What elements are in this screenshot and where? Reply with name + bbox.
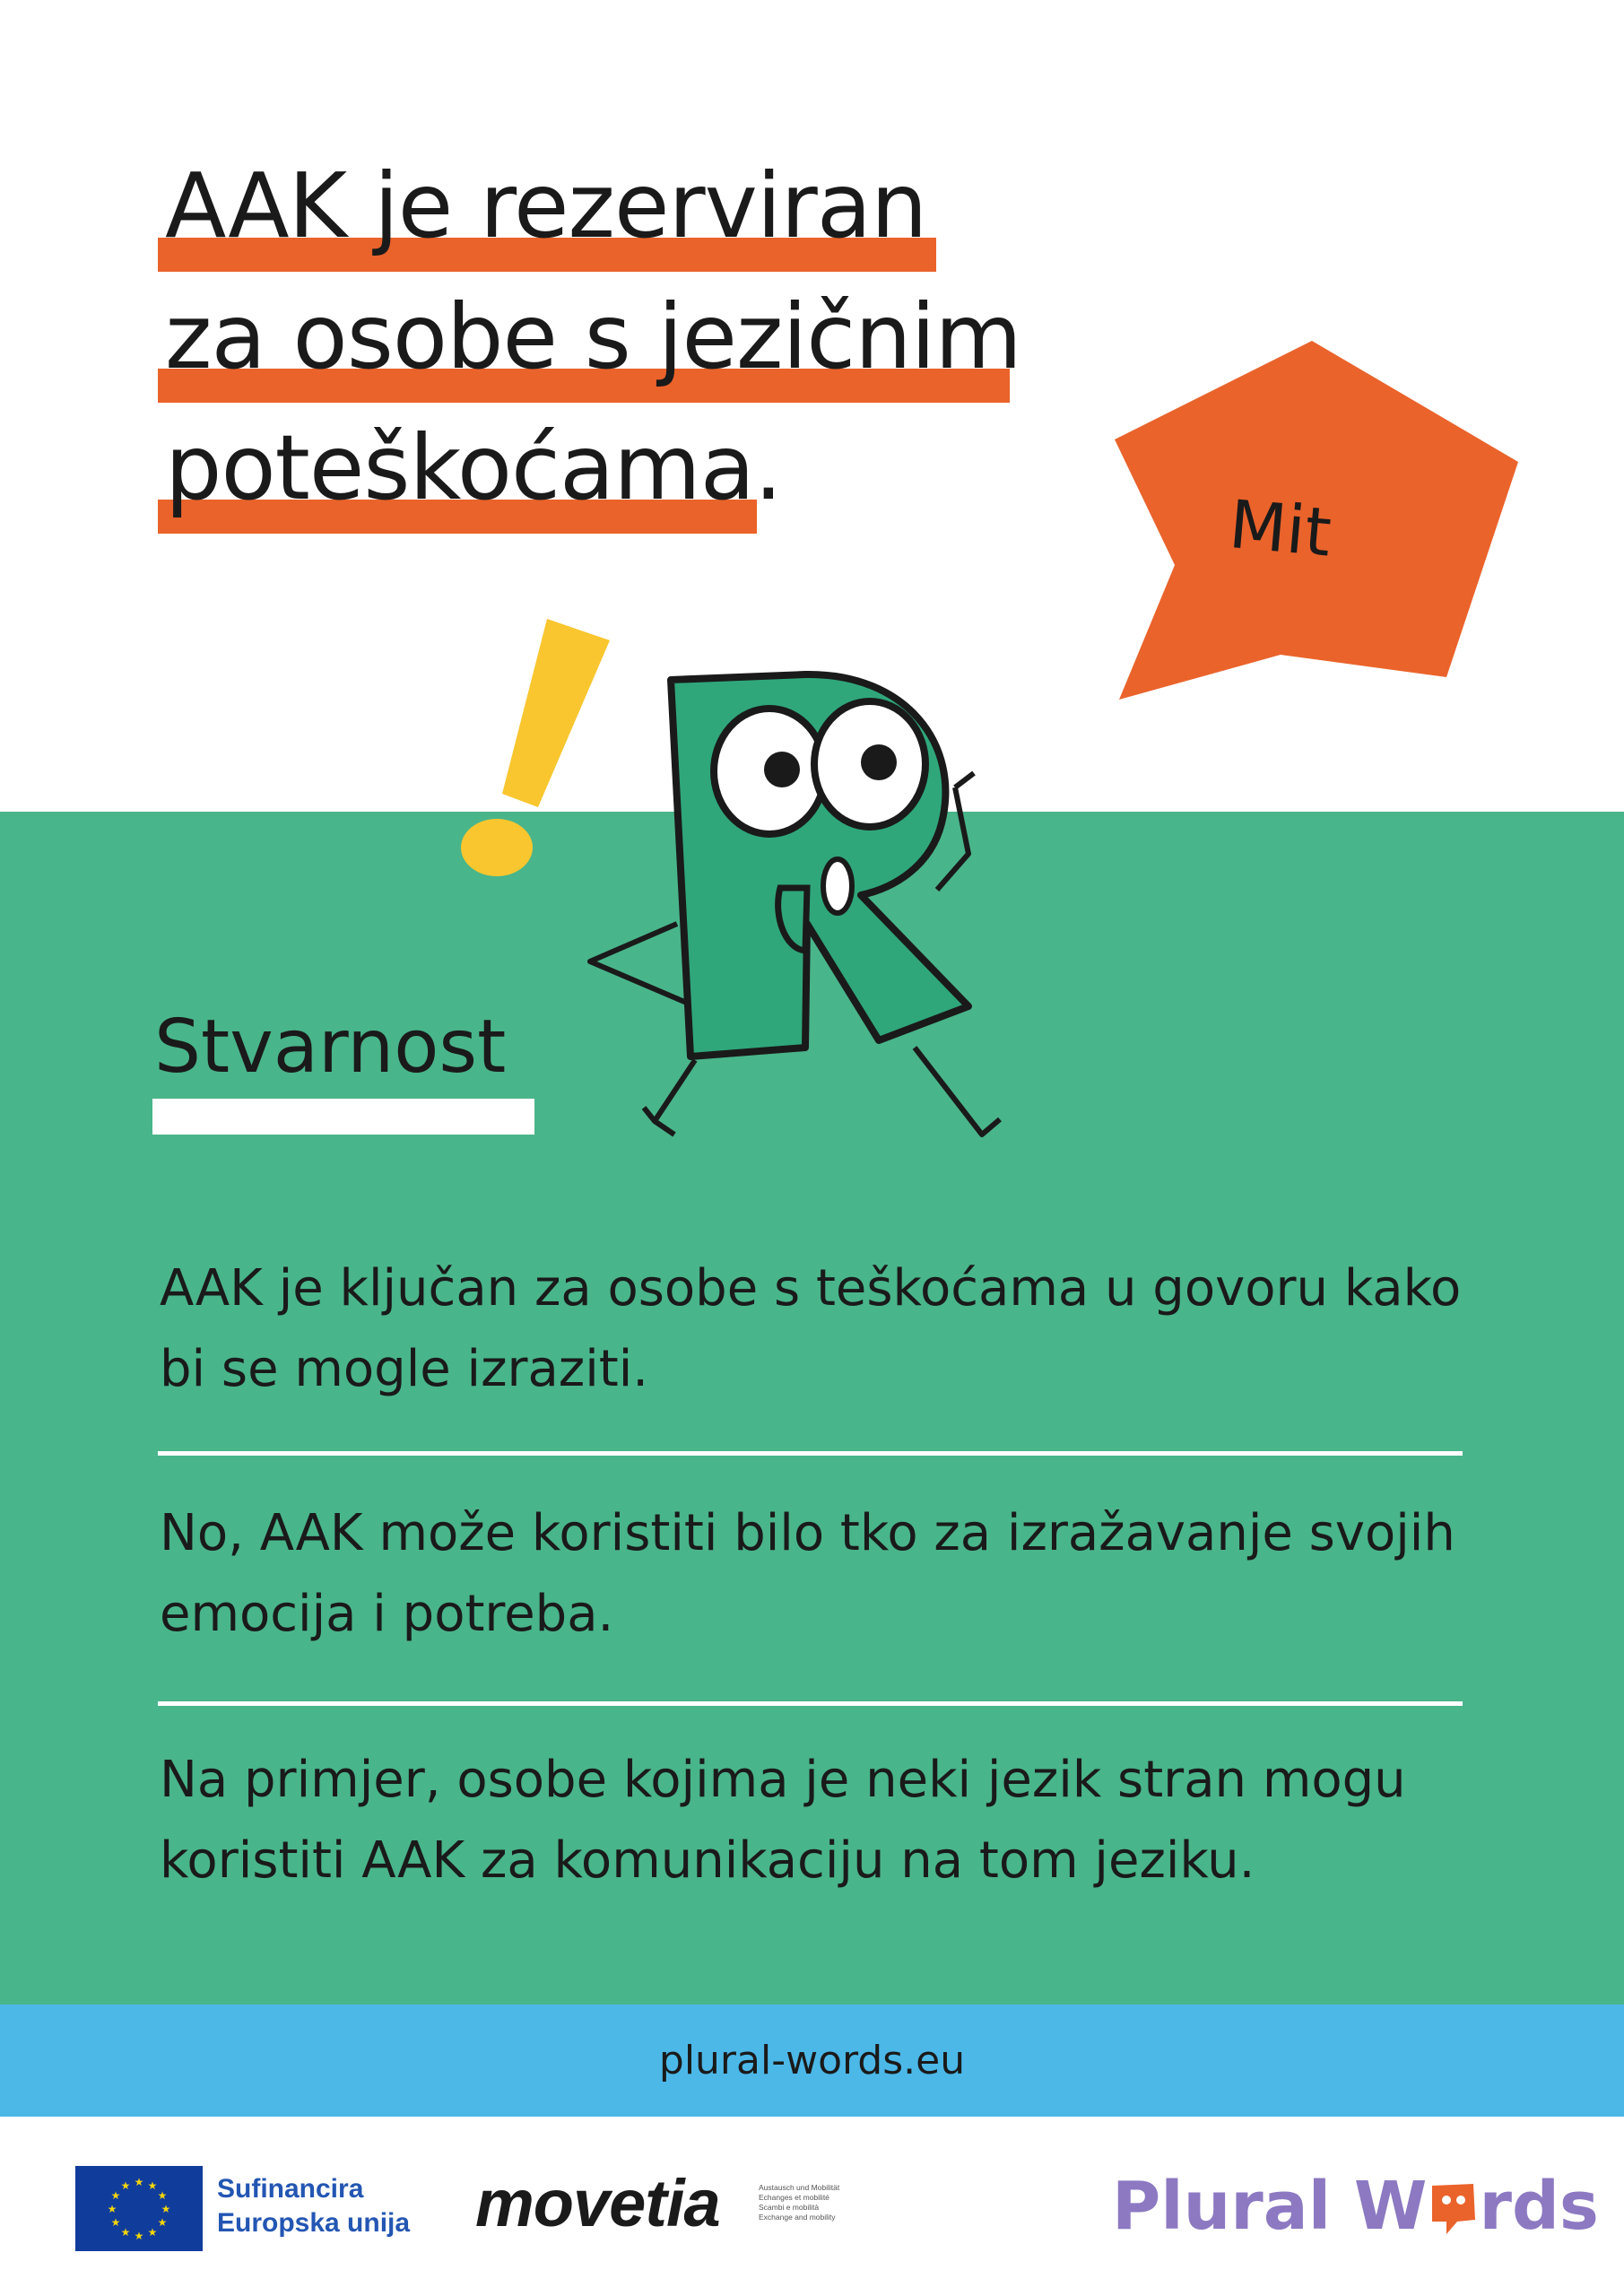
- reality-paragraph-2: No, AAK može koristiti bilo tko za izražavanje svojih emocija i potreba.: [160, 1504, 1455, 1643]
- movetia-tagline-line: Austausch und Mobilität: [759, 2183, 840, 2192]
- eu-funding-text: [217, 2172, 410, 2240]
- svg-text:★: ★: [147, 2226, 158, 2239]
- svg-text:★: ★: [120, 2226, 131, 2239]
- headline-line-1: [158, 152, 1144, 283]
- plural-words-logo-part: rds: [1479, 2168, 1599, 2245]
- svg-text:★: ★: [110, 2216, 121, 2229]
- svg-text:★: ★: [161, 2203, 171, 2215]
- reality-paragraph-3: Na primjer, osobe kojima je neki jezik stran mogu koristiti AAK za komunikaciju na tom jeziku.: [160, 1751, 1406, 1890]
- url-strip: [0, 2005, 1624, 2117]
- headline-line-2: [158, 283, 1144, 414]
- exclamation-mark-icon: [461, 619, 610, 876]
- speech-o-icon: [1427, 2180, 1479, 2236]
- myth-label: Mit: [1226, 485, 1334, 572]
- headline-line-3: [158, 414, 1144, 545]
- svg-text:★: ★: [147, 2179, 158, 2192]
- svg-text:★: ★: [134, 2176, 144, 2188]
- website-link[interactable]: plural-words.eu: [658, 2038, 966, 2083]
- headline-text: poteškoćama.: [165, 415, 782, 520]
- svg-text:★: ★: [110, 2189, 121, 2202]
- divider: [158, 1451, 1463, 1456]
- svg-text:★: ★: [134, 2230, 144, 2242]
- reality-title: Stvarnost: [154, 1004, 507, 1090]
- movetia-tagline: [759, 2183, 884, 2222]
- plural-words-logo-part: Plural W: [1112, 2168, 1428, 2245]
- movetia-tagline-line: Exchange and mobility: [759, 2213, 836, 2222]
- headline: [158, 152, 1144, 545]
- svg-text:★: ★: [157, 2216, 168, 2229]
- svg-text:★: ★: [157, 2189, 168, 2202]
- eu-flag-icon: [75, 2166, 203, 2251]
- plural-words-logo: [1112, 2166, 1599, 2247]
- headline-text: za osobe s jezičnim: [165, 284, 1021, 389]
- movetia-tagline-line: Echanges et mobilité: [759, 2193, 829, 2202]
- svg-text:★: ★: [120, 2179, 131, 2192]
- movetia-logo: movetia: [475, 2166, 720, 2240]
- reality-paragraph-1: AAK je ključan za osobe s teškoćama u govoru kako bi se mogle izraziti.: [160, 1259, 1462, 1398]
- eu-line-1: Sufinancira: [217, 2174, 364, 2204]
- footer: [0, 2117, 1624, 2296]
- headline-text: AAK je rezerviran: [165, 153, 927, 258]
- movetia-tagline-line: Scambi e mobilità: [759, 2203, 820, 2212]
- divider: [158, 1701, 1463, 1706]
- letter-r-mascot-icon: [439, 619, 1049, 1175]
- eu-line-2: Europska unija: [217, 2208, 411, 2238]
- reality-title-underline: [152, 1099, 534, 1135]
- svg-text:★: ★: [107, 2203, 117, 2215]
